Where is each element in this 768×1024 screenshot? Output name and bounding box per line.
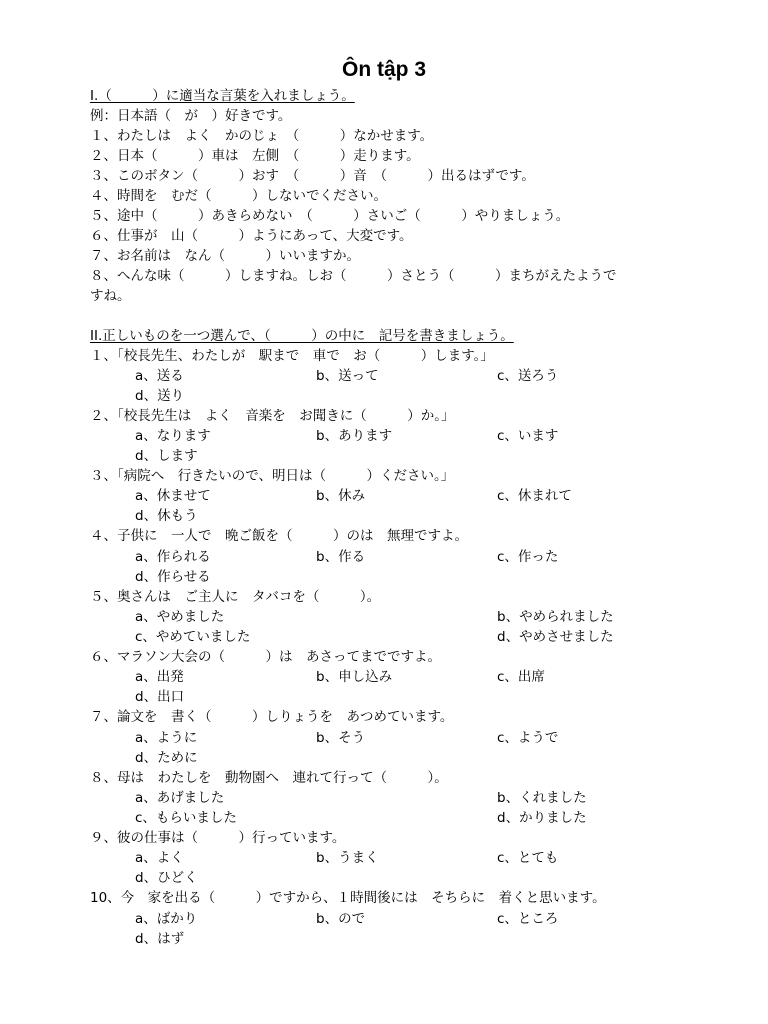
q7-option-d: d、ために [135,750,198,766]
q4-option-b: b、作る [316,549,366,565]
q10-option-a: a、ばかり [135,911,198,927]
question-5: ５、奥さんは ご主人に タバコを（ ）。 [90,589,381,605]
q8-option-d: d、かりました [497,810,587,826]
q8-option-a: a、あげました [135,790,225,806]
question-8: ８、母は わたしを 動物園へ 連れて行って（ ）。 [90,770,448,786]
section1-item-5: ５、途中（ ）あきらめない （ ）さいご（ ）やりましょう。 [90,208,570,224]
q3-option-d: d、休もう [135,508,198,524]
q8-option-c: c、もらいました [135,810,237,826]
question-10: 10、今 家を出る（ ）ですから、１時間後には そちらに 着くと思います。 [90,890,606,906]
section1-header: I.（ ）に適当な言葉を入れましょう。 [90,88,355,104]
q8-option-b: b、くれました [497,790,587,806]
q6-option-d: d、出口 [135,689,185,705]
section1-item-3: ３、このボタン（ ）おす （ ）音 （ ）出るはずです。 [90,168,535,184]
q2-option-d: d、します [135,448,198,464]
q5-option-b: b、やめられました [497,609,614,625]
q4-option-c: c、作った [497,549,559,565]
q6-option-c: c、出席 [497,669,545,685]
q10-option-b: b、ので [316,911,366,927]
q4-option-a: a、作られる [135,549,211,565]
q10-option-c: c、ところ [497,911,559,927]
q1-option-d: d、送り [135,388,185,404]
q2-option-b: b、あります [316,428,393,444]
q9-option-b: b、うまく [316,850,379,866]
q7-option-c: c、ようで [497,730,559,746]
question-6: ６、マラソン大会の（ ）は あさってまでですよ。 [90,649,441,665]
section1-item-8-continued: すね。 [90,288,131,304]
q3-option-c: c、休まれて [497,488,572,504]
question-7: ７、論文を 書く（ ）しりょうを あつめています。 [90,709,454,725]
section2-header: II.正しいものを一つ選んで、（ ）の中に 記号を書きましょう。 [90,328,514,344]
section1-item-2: ２、日本（ ）車は 左側 （ ）走ります。 [90,148,420,164]
q4-option-d: d、作らせる [135,569,211,585]
section1-item-4: ４、時間を むだ（ ）しないでください。 [90,188,387,204]
page-title: Ôn tập 3 [341,58,426,81]
q2-option-c: c、います [497,428,559,444]
section1-item-1: １、わたしは よく かのじょ （ ）なかせます。 [90,128,434,144]
q10-option-d: d、はず [135,931,185,947]
question-9: ９、彼の仕事は（ ）行っています。 [90,830,346,846]
section1-item-6: ６、仕事が 山（ ）ようにあって、大変です。 [90,228,413,244]
q5-option-a: a、やめました [135,609,225,625]
q7-option-a: a、ように [135,730,198,746]
q1-option-b: b、送って [316,368,379,384]
q1-option-c: c、送ろう [497,368,559,384]
q9-option-c: c、とても [497,850,559,866]
section1-item-8: ８、へんな味（ ）しますね。しお（ ）さとう（ ）まちがえたようで [90,268,617,284]
q6-option-a: a、出発 [135,669,184,685]
q9-option-a: a、よく [135,850,184,866]
q1-option-a: a、送る [135,368,184,384]
q2-option-a: a、なります [135,428,211,444]
q3-option-b: b、休み [316,488,366,504]
question-2: ２、「校長先生は よく 音楽を お聞きに（ ）か。」 [90,408,455,424]
q6-option-b: b、申し込み [316,669,393,685]
question-3: ３、「病院へ 行きたいので、明日は（ ）ください。」 [90,468,455,484]
section1-example: 例：日本語（ が ）好きです。 [90,108,292,124]
q5-option-c: c、やめていました [135,629,251,645]
q3-option-a: a、休ませて [135,488,211,504]
question-4: ４、子供に 一人で 晩ご飯を（ ）のは 無理ですよ。 [90,528,468,544]
q9-option-d: d、ひどく [135,870,198,886]
q5-option-d: d、やめさせました [497,629,614,645]
section1-item-7: ７、お名前は なん（ ）いいますか。 [90,248,360,264]
question-1: １、「校長先生、わたしが 駅まで 車で お（ ）します。」 [90,348,494,364]
q7-option-b: b、そう [316,730,366,746]
